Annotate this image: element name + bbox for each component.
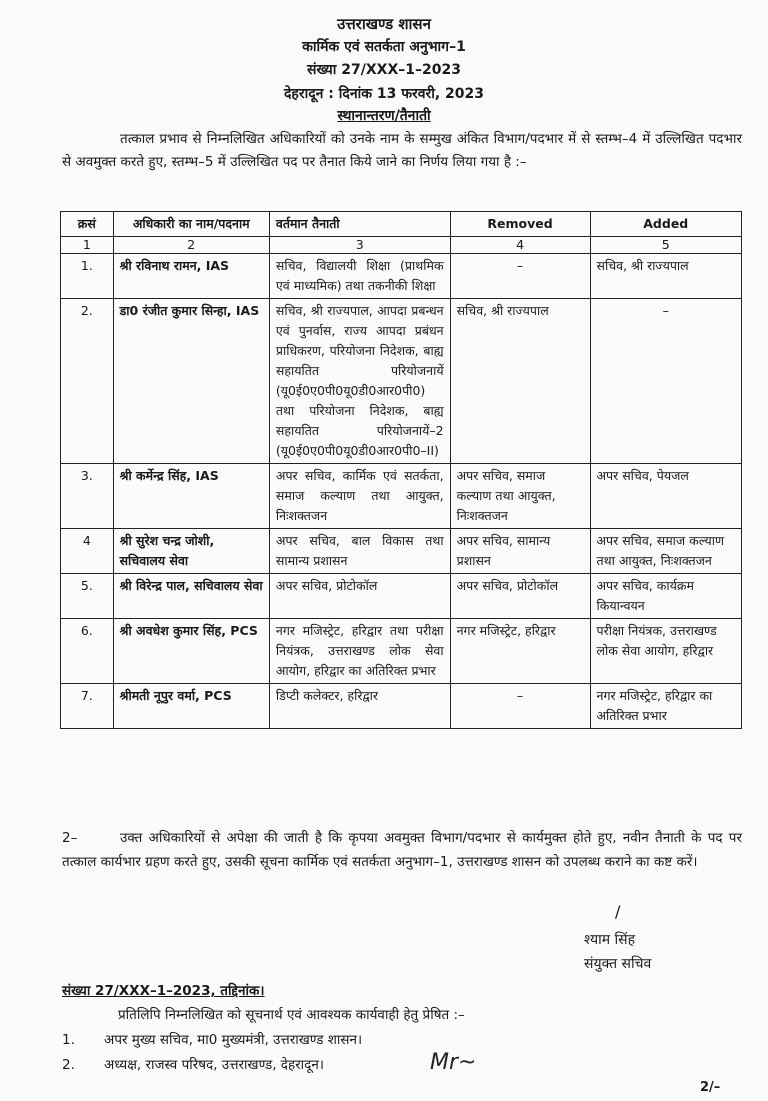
government-heading: उत्तराखण्ड शासन — [337, 15, 431, 33]
copy-list-number: 1. — [62, 1032, 75, 1048]
intro-paragraph: तत्काल प्रभाव से निम्नलिखित अधिकारियों को उनके नाम के सम्मुख अंकित विभाग/पदभार में से स्तम्भ–4 में उल्लिखित पदभार से अवमुक्त करते हुए, स्तम्भ–5 में उल्लिखित पद पर तैनात किये जाने का निर्णय लिया गया है :– — [62, 131, 742, 170]
paragraph-2-text: उक्त अधिकारियों से अपेक्षा की जाती है कि कृपया अवमुक्त विभाग/पदभार से कार्यमुक्त होते हुए, नवीन तैनाती के पद पर तत्काल कार्यभार ग्रहण करते हुए, उसकी सूचना कार्मिक एवं सतर्कता अनुभाग–1, उत्तराखण्ड शासन को उपलब्ध कराने का कष्ट करें। — [62, 830, 742, 870]
added-posting: अपर सचिव, कार्यक्रम कियान्वयन — [590, 574, 742, 619]
table-row — [61, 254, 742, 299]
serial-number: 1. — [61, 254, 114, 299]
column-number: 5 — [590, 237, 742, 254]
removed-posting: अपर सचिव, सामान्य प्रशासन — [450, 529, 590, 574]
copy-list-number: 2. — [62, 1057, 75, 1073]
transfer-table — [60, 211, 742, 729]
header-officer: अधिकारी का नाम/पदनाम — [113, 212, 269, 237]
signatory-designation: संयुक्त सचिव — [584, 956, 652, 972]
copy-list-item — [62, 1055, 324, 1073]
added-posting: – — [590, 299, 742, 464]
serial-number: 4 — [61, 529, 114, 574]
officer-name: श्री रविनाथ रामन, IAS — [113, 254, 269, 299]
copy-list-item — [62, 1030, 362, 1048]
current-posting: अपर सचिव, कार्मिक एवं सतर्कता, समाज कल्याण तथा आयुक्त, निःशक्तजन — [269, 464, 450, 529]
current-posting: सचिव, विद्यालयी शिक्षा (प्राथमिक एवं माध्यमिक) तथा तकनीकी शिक्षा — [269, 254, 450, 299]
officer-name: डा0 रंजीत कुमार सिन्हा, IAS — [113, 299, 269, 464]
header-added: Added — [590, 212, 742, 237]
added-posting: अपर सचिव, समाज कल्याण तथा आयुक्त, निःशक्तजन — [590, 529, 742, 574]
signatory-name: श्याम सिंह — [584, 932, 636, 948]
removed-posting: – — [450, 684, 590, 729]
added-posting: सचिव, श्री राज्यपाल — [590, 254, 742, 299]
table-row — [61, 529, 742, 574]
subject-heading: स्थानान्तरण/तैनाती — [337, 108, 431, 124]
order-date: देहरादून : दिनांक 13 फरवरी, 2023 — [283, 86, 485, 102]
removed-posting: नगर मजिस्ट्रेट, हरिद्वार — [450, 619, 590, 684]
table-row — [61, 574, 742, 619]
copy-to-line: प्रतिलिपि निम्नलिखित को सूचनार्थ एवं आवश्यक कार्यवाही हेतु प्रेषित :– — [118, 1007, 465, 1023]
table-row — [61, 684, 742, 729]
order-number: संख्या 27/XXX–1–2023 — [307, 62, 461, 78]
header-removed: Removed — [450, 212, 590, 237]
table-row — [61, 464, 742, 529]
added-posting: परीक्षा नियंत्रक, उत्तराखण्ड लोक सेवा आयोग, हरिद्वार — [590, 619, 742, 684]
current-posting: डिप्टी कलेक्टर, हरिद्वार — [269, 684, 450, 729]
officer-name: श्री अवधेश कुमार सिंह, PCS — [113, 619, 269, 684]
paragraph-2-label: 2– — [62, 830, 78, 846]
added-posting: अपर सचिव, पेयजल — [590, 464, 742, 529]
column-number: 2 — [113, 237, 269, 254]
column-number: 4 — [450, 237, 590, 254]
current-posting: अपर सचिव, बाल विकास तथा सामान्य प्रशासन — [269, 529, 450, 574]
table-row — [61, 619, 742, 684]
table-header-row — [61, 212, 742, 237]
column-number-row — [61, 237, 742, 254]
serial-number: 7. — [61, 684, 114, 729]
officer-name: श्रीमती नूपुर वर्मा, PCS — [113, 684, 269, 729]
serial-number: 6. — [61, 619, 114, 684]
removed-posting: सचिव, श्री राज्यपाल — [450, 299, 590, 464]
signature-mark: / — [615, 902, 621, 921]
current-posting: अपर सचिव, प्रोटोकॉल — [269, 574, 450, 619]
page-number: 2/– — [700, 1080, 721, 1095]
removed-posting: अपर सचिव, प्रोटोकॉल — [450, 574, 590, 619]
department-heading: कार्मिक एवं सतर्कता अनुभाग–1 — [302, 39, 466, 55]
added-posting: नगर मजिस्ट्रेट, हरिद्वार का अतिरिक्त प्रभार — [590, 684, 742, 729]
column-number: 1 — [61, 237, 114, 254]
removed-posting: – — [450, 254, 590, 299]
initial-signature-mark: Mr~ — [430, 1050, 477, 1075]
copy-list-text: अपर मुख्य सचिव, मा0 मुख्यमंत्री, उत्तराखण्ड शासन। — [104, 1032, 363, 1048]
officer-name: श्री विरेन्द्र पाल, सचिवालय सेवा — [113, 574, 269, 619]
serial-number: 2. — [61, 299, 114, 464]
current-posting: नगर मजिस्ट्रेट, हरिद्वार तथा परीक्षा नियंत्रक, उत्तराखण्ड लोक सेवा आयोग, हरिद्वार का अतिरिक्त प्रभार — [269, 619, 450, 684]
officer-name: श्री कर्मेन्द्र सिंह, IAS — [113, 464, 269, 529]
officer-name: श्री सुरेश चन्द्र जोशी, सचिवालय सेवा — [113, 529, 269, 574]
current-posting: सचिव, श्री राज्यपाल, आपदा प्रबन्धन एवं पुनर्वास, राज्य आपदा प्रबंधन प्राधिकरण, परियोजना निदेशक, बाह्य सहायतित परियोजनायें (यू0ई0ए0पी0यू0डी0आर0पी0) तथा परियोजना निदेशक, बाह्य सहायतित परियोजनायें–2 (यू0ई0ए0पी0यू0डी0आर0पी0–II) — [269, 299, 450, 464]
serial-number: 3. — [61, 464, 114, 529]
header-current-posting: वर्तमान तैनाती — [269, 212, 450, 237]
reference-number: संख्या 27/XXX–1–2023, तद्दिनांक। — [62, 983, 265, 999]
table-row — [61, 299, 742, 464]
removed-posting: अपर सचिव, समाज कल्याण तथा आयुक्त, निःशक्तजन — [450, 464, 590, 529]
column-number: 3 — [269, 237, 450, 254]
copy-list-text: अध्यक्ष, राजस्व परिषद, उत्तराखण्ड, देहरादून। — [104, 1057, 324, 1073]
paragraph-2 — [62, 826, 742, 874]
serial-number: 5. — [61, 574, 114, 619]
header-serial: क्रसं — [61, 212, 114, 237]
